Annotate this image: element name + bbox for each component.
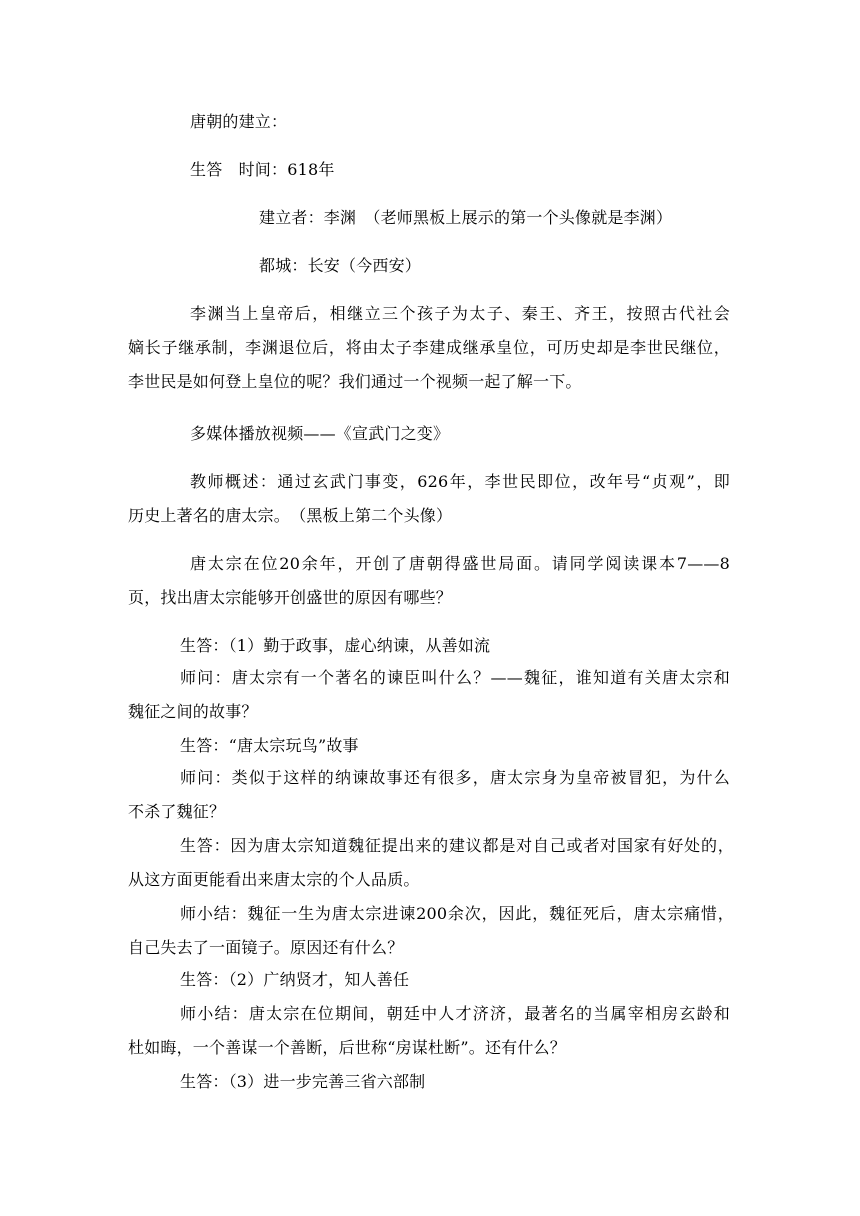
answer-founder: 建立者：李渊 （老师黑板上展示的第一个头像就是李渊） [259, 208, 673, 227]
taizong-question-line-1: 唐太宗在位20余年，开创了唐朝得盛世局面。请同学阅读课本7——8 [190, 554, 730, 573]
answer-time: 生答 时间：618年 [190, 160, 335, 179]
heading-tang-founding: 唐朝的建立： [190, 112, 288, 131]
teacher-question-why-line-1: 师问：类似于这样的纳谏故事还有很多，唐太宗身为皇帝被冒犯，为什么 [180, 768, 730, 787]
paragraph-succession-line-3: 李世民是如何登上皇位的呢？我们通过一个视频一起了解一下。 [128, 372, 582, 391]
answer-character-line-2: 从这方面更能看出来唐太宗的个人品质。 [128, 870, 420, 889]
paragraph-succession-line-1: 李渊当上皇帝后，相继立三个孩子为太子、秦王、齐王，按照古代社会 [190, 304, 730, 323]
teacher-question-why-line-2: 不杀了魏征？ [128, 802, 226, 821]
paragraph-succession-line-2: 嫡长子继承制，李渊退位后，将由太子李建成继承皇位，可历史却是李世民继位， [128, 338, 730, 357]
teacher-question-weizheng-line-1: 师问：唐太宗有一个著名的谏臣叫什么？——魏征，谁知道有关唐太宗和 [180, 668, 730, 687]
teacher-summary-mirror-line-2: 自己失去了一面镜子。原因还有什么？ [128, 938, 404, 957]
teacher-summary-talent-line-1: 师小结：唐太宗在位期间，朝廷中人才济济，最著名的当属宰相房玄龄和 [180, 1004, 730, 1023]
teacher-question-weizheng-line-2: 魏征之间的故事？ [128, 702, 258, 721]
teacher-summary-mirror-line-1: 师小结：魏征一生为唐太宗进谏200余次，因此，魏征死后，唐太宗痛惜， [180, 904, 734, 923]
teacher-overview-line-1: 教师概述：通过玄武门事变，626年，李世民即位，改年号“贞观”，即 [190, 472, 730, 491]
answer-reason-1: 生答：（1）勤于政事，虚心纳谏，从善如流 [180, 636, 491, 655]
answer-reason-3: 生答：（3）进一步完善三省六部制 [180, 1072, 426, 1091]
teacher-overview-line-2: 历史上著名的唐太宗。 （黑板上第二个头像） [128, 506, 453, 525]
answer-reason-2: 生答：（2）广纳贤才，知人善任 [180, 970, 410, 989]
multimedia-video: 多媒体播放视频——《宣武门之变》 [190, 424, 450, 443]
answer-character-line-1: 生答：因为唐太宗知道魏征提出来的建议都是对自己或者对国家有好处的， [180, 836, 734, 855]
taizong-question-line-2: 页，找出唐太宗能够开创盛世的原因有哪些？ [128, 588, 453, 607]
teacher-summary-talent-line-2: 杜如晦，一个善谋一个善断，后世称“房谋杜断”。还有什么？ [128, 1038, 566, 1057]
answer-capital: 都城：长安（今西安） [259, 256, 422, 275]
answer-bird-story: 生答：“唐太宗玩鸟”故事 [180, 736, 359, 755]
